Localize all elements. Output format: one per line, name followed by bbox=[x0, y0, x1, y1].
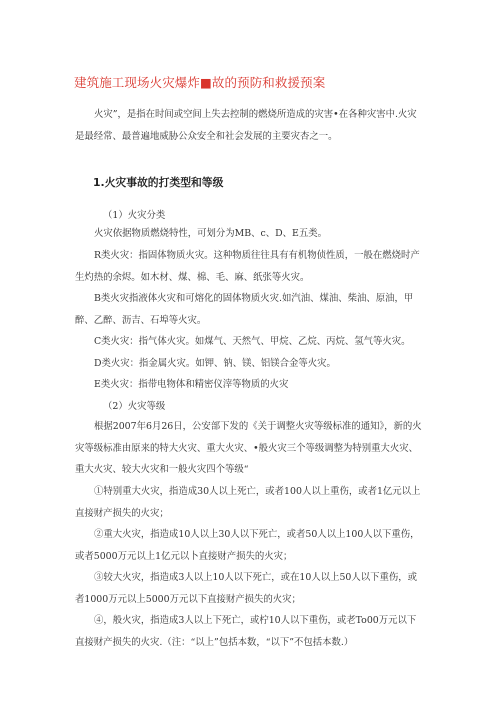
grade-4-paragraph: ④，般火灾，指造成3人以上下死亡，或柠10人以下重伤，或老To00万元以下直接财产损失的火灾.（注：“以上”包括本数，“以下”不包括本数.） bbox=[75, 615, 417, 648]
section-heading-fire-types: 1.火灾事故的打类型和等级 bbox=[93, 176, 224, 189]
class-d-paragraph: D类火灾：指金属火灾。如钾、钠、镁、铝镁合金等火灾。 bbox=[94, 358, 336, 369]
class-e-paragraph: E类火灾：指带电物体和精密仪滓等物质的火灾 bbox=[94, 379, 289, 390]
grade-2-paragraph: ②重大火灾，指造成10人以上30人以下死亡，或者50人以上100人以下重伤，或者5000万元以上1亿元以卜直接财产损失的火灾； bbox=[75, 529, 420, 562]
grade-3-paragraph: ③较大火灾，指造成3人以上10人以下死亡，或在10人以上50人以下重伤，或者1000万元以上5000万元以下直接财产损失的火灾； bbox=[75, 572, 418, 605]
grade-intro-paragraph: 根据2007年6月26日，公安部下发的《关于调整火灾等级标准的通知》，新的火灾等级标准由原来的特大火灾、重大火灾、•般火灾三个等级调整为特别重大火灾、重大火灾、较大火灾和一般火灾四个等级“ bbox=[75, 421, 422, 475]
class-b-paragraph: B类火灾指液体火灾和可熔化的固体物质火灾.如汽油、煤油、柴油、原油，甲醉、乙醉、沥吉、石埠等火灾。 bbox=[75, 293, 414, 326]
intro-paragraph: 火灾”，是指在时间或空间上失去控制的燃烧所造成的灾害•在各种灾害中.火灾是最经常、最普遍地威胁公众安全和社会发展的主要灾杏之一。 bbox=[75, 109, 417, 142]
class-c-paragraph: C类火灾：指气体火灾。如煤气、天然气、甲烷、乙烷、丙烷、氢气等火灾。 bbox=[94, 336, 411, 347]
subheading-fire-grades: （2）火灾等级 bbox=[103, 401, 166, 412]
document-title: 建筑施工现场火灾爆炸■故的预防和救援预案 bbox=[74, 75, 326, 90]
class-a-paragraph: R类火灾：指固体物质火灾。这种物质往往具有有机物侦性质，一般在燃烧时产生灼热的余烬。如木材、煤、棉、毛、麻、纸张等火灾。 bbox=[75, 250, 420, 283]
grade-1-paragraph: ①特别重大火灾，指造成30人以上死亡，或者100人以上重伤，或者1亿元以上直接财产损失的火灾； bbox=[75, 486, 421, 519]
classification-intro: 火灾依据物质燃烧特性，可划分为MB、c、D、E五类。 bbox=[94, 228, 327, 239]
subheading-fire-classification: （1）火灾分类 bbox=[103, 210, 166, 221]
